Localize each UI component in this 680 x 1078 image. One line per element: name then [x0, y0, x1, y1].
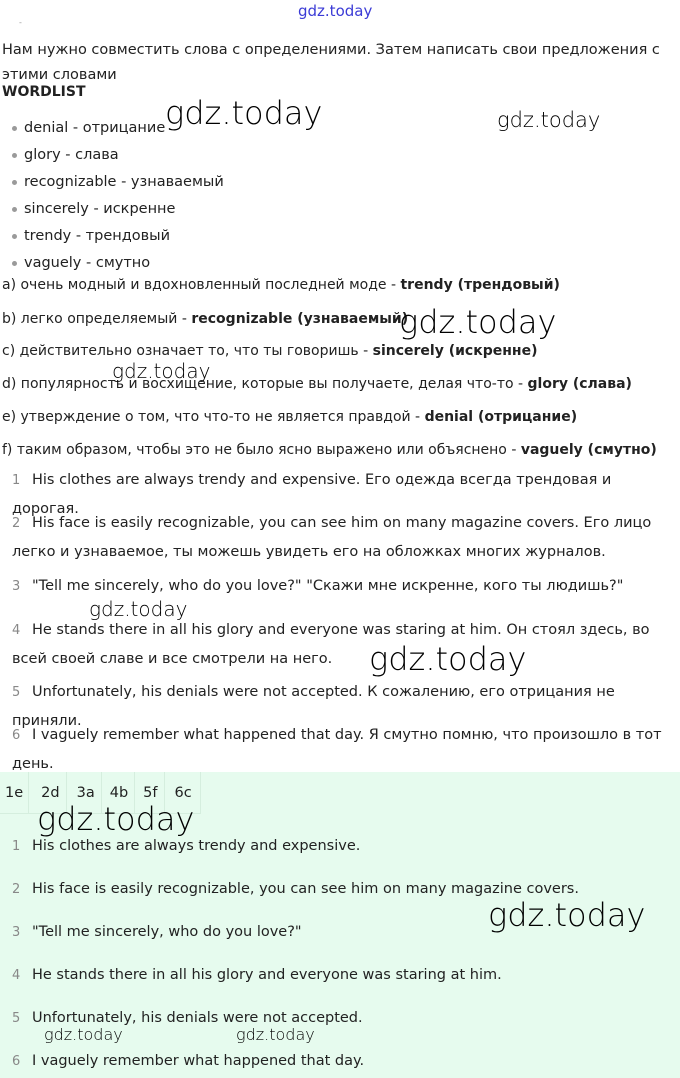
definition-answer: recognizable (узнаваемый): [191, 311, 409, 327]
definition-answer: denial (отрицание): [424, 409, 578, 425]
watermark: gdz.today: [497, 108, 601, 132]
bullet-icon: [12, 126, 17, 131]
answer-key-cell: 5f: [135, 772, 164, 814]
watermark: gdz.today: [369, 640, 527, 678]
sentence-number: 2: [12, 516, 21, 531]
answer-key-cell: 1e: [0, 772, 29, 814]
wordlist-item: [12, 174, 224, 190]
sentence-number: 4: [12, 968, 21, 983]
definition-line: [2, 442, 657, 458]
bullet-icon: [12, 207, 17, 212]
sentence-text: His face is easily recognizable, you can see him on many magazine covers.: [32, 881, 579, 897]
watermark: gdz.today: [44, 1025, 123, 1044]
definition-answer: sincerely (искренне): [372, 343, 538, 359]
bullet-icon: [12, 261, 17, 266]
sentence-text: I vaguely remember what happened that day. Я смутно помню, что произошло в тот день.: [12, 727, 662, 772]
sentence-number: 4: [12, 623, 21, 638]
bullet-icon: [12, 153, 17, 158]
definition-text: b) легко определяемый -: [2, 311, 192, 327]
sentence-text: Unfortunately, his denials were not accepted. К сожалению, его отрицания не приняли.: [12, 684, 615, 729]
sentence-number: 5: [12, 1011, 21, 1026]
definition-text: e) утверждение о том, что что-то не является правдой -: [2, 409, 425, 425]
watermark: gdz.today: [37, 800, 195, 838]
sentence-number: 1: [12, 473, 21, 488]
answer-key-cell: 2d: [29, 772, 66, 814]
sentence-number: 3: [12, 925, 21, 940]
sentence-text: His face is easily recognizable, you can see him on many magazine covers. Его лицо легко и узнаваемое, ты можешь увидеть его на обложках многих журналов.: [12, 515, 652, 560]
definition-line: [2, 376, 632, 392]
bullet-icon: [12, 234, 17, 239]
answer-sentence: [12, 961, 680, 990]
sentence-number: 5: [12, 685, 21, 700]
dash-mark: -: [19, 18, 22, 27]
sentence-number: 6: [12, 1054, 21, 1069]
wordlist-item: [12, 228, 170, 244]
sentence-text: "Tell me sincerely, who do you love?": [32, 924, 302, 940]
wordlist-item-text: trendy - трендовый: [24, 228, 171, 244]
answer-sentence: [12, 1047, 680, 1076]
sentence-text: His clothes are always trendy and expensive. Его одежда всегда трендовая и дорогая.: [12, 472, 612, 517]
wordlist-item-text: vaguely - смутно: [24, 255, 151, 271]
wordlist-item-text: glory - слава: [24, 147, 119, 163]
sentence-item: [12, 616, 680, 673]
watermark: gdz.today: [399, 303, 557, 341]
definition-text: f) таким образом, чтобы это не было ясно выражено или объяснено -: [2, 442, 521, 458]
definition-text: a) очень модный и вдохновленный последней моде -: [2, 277, 401, 293]
wordlist-item: [12, 120, 165, 136]
top-watermark: gdz.today: [298, 2, 373, 20]
sentence-number: 1: [12, 839, 21, 854]
sentence-text: He stands there in all his glory and everyone was staring at him. Он стоял здесь, во всей своей славе и все смотрели на него.: [12, 622, 650, 667]
sentence-text: I vaguely remember what happened that day.: [32, 1053, 365, 1069]
definition-answer: glory (слава): [527, 376, 632, 392]
sentence-text: Unfortunately, his denials were not accepted.: [32, 1010, 363, 1026]
wordlist-item-text: recognizable - узнаваемый: [24, 174, 224, 190]
watermark: gdz.today: [165, 94, 323, 132]
task-intro: Нам нужно совместить слова с определениями. Затем написать свои предложения с этими словами: [2, 42, 660, 82]
sentence-number: 3: [12, 579, 21, 594]
sentence-text: "Tell me sincerely, who do you love?" "Скажи мне искренне, кого ты людишь?": [32, 578, 624, 594]
definition-answer: vaguely (смутно): [520, 442, 657, 458]
definition-line: [2, 277, 560, 293]
sentence-item: [12, 509, 680, 566]
sentence-item: [12, 721, 680, 778]
bullet-icon: [12, 180, 17, 185]
wordlist-title: WORDLIST: [2, 84, 86, 100]
definition-text: d) популярность и восхищение, которые вы получаете, делая что-то -: [2, 376, 528, 392]
definition-line: [2, 311, 408, 327]
wordlist-item: [12, 147, 119, 163]
watermark: gdz.today: [488, 896, 646, 934]
definition-line: [2, 343, 537, 359]
wordlist-item: [12, 255, 150, 272]
sentence-number: 2: [12, 882, 21, 897]
watermark: gdz.today: [112, 359, 211, 383]
definition-line: [2, 409, 577, 425]
sentence-text: His clothes are always trendy and expensive.: [32, 838, 361, 854]
wordlist-item-text: sincerely - искренне: [24, 201, 176, 217]
answer-key-cell: 4b: [102, 772, 135, 814]
watermark: gdz.today: [89, 597, 188, 621]
sentence-text: He stands there in all his glory and everyone was staring at him.: [32, 967, 502, 983]
definition-answer: trendy (трендовый): [400, 277, 560, 293]
answer-key-cell: 6c: [165, 772, 201, 814]
sentence-number: 6: [12, 728, 21, 743]
wordlist-item-text: denial - отрицание: [24, 120, 166, 136]
definition-text: c) действительно означает то, что ты говоришь -: [2, 343, 373, 359]
watermark: gdz.today: [236, 1025, 315, 1044]
wordlist-item: [12, 201, 175, 217]
answer-key-cell: 3a: [67, 772, 102, 814]
